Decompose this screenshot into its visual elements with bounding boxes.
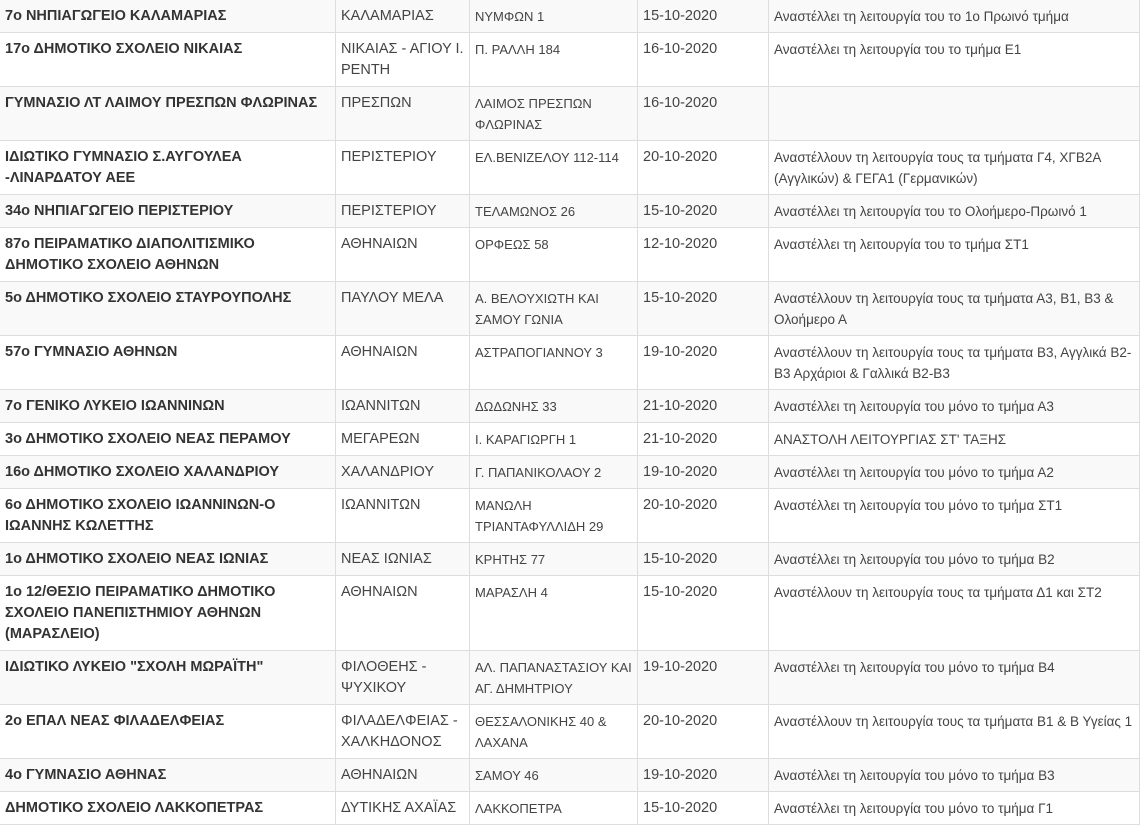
suspension-note-cell: Αναστέλλουν τη λειτουργία τους τα τμήματα Γ4, ΧΓΒ2Α (Αγγλικών) & ΓΕΓΑ1 (Γερμανικών)	[769, 141, 1140, 195]
table-row	[0, 336, 1140, 390]
address-cell: Α. ΒΕΛΟΥΧΙΩΤΗ ΚΑΙ ΣΑΜΟΥ ΓΩΝΙΑ	[470, 282, 638, 336]
address-cell: ΟΡΦΕΩΣ 58	[470, 228, 638, 282]
suspension-note-cell: Αναστέλλουν τη λειτουργία τους τα τμήματα Β1 & Β Υγείας 1	[769, 705, 1140, 759]
table-row	[0, 141, 1140, 195]
municipality-cell: ΙΩΑΝΝΙΤΩΝ	[336, 390, 470, 423]
suspension-note-cell: Αναστέλλει τη λειτουργία του μόνο το τμήμα Α2	[769, 456, 1140, 489]
school-name-cell: 3ο ΔΗΜΟΤΙΚΟ ΣΧΟΛΕΙΟ ΝΕΑΣ ΠΕΡΑΜΟΥ	[0, 423, 336, 456]
school-name-cell: 16ο ΔΗΜΟΤΙΚΟ ΣΧΟΛΕΙΟ ΧΑΛΑΝΔΡΙΟΥ	[0, 456, 336, 489]
municipality-cell: ΠΑΥΛΟΥ ΜΕΛΑ	[336, 282, 470, 336]
school-name-cell: ΙΔΙΩΤΙΚΟ ΛΥΚΕΙΟ "ΣΧΟΛΗ ΜΩΡΑΪΤΗ"	[0, 651, 336, 705]
date-cell: 15-10-2020	[638, 576, 769, 651]
date-cell: 15-10-2020	[638, 0, 769, 33]
date-cell: 15-10-2020	[638, 543, 769, 576]
date-cell: 19-10-2020	[638, 456, 769, 489]
date-cell: 12-10-2020	[638, 228, 769, 282]
suspension-note-cell: Αναστέλλει τη λειτουργία του μόνο το τμήμα Α3	[769, 390, 1140, 423]
table-row	[0, 390, 1140, 423]
municipality-cell: ΑΘΗΝΑΙΩΝ	[336, 336, 470, 390]
municipality-cell: ΦΙΛΑΔΕΛΦΕΙΑΣ - ΧΑΛΚΗΔΟΝΟΣ	[336, 705, 470, 759]
school-name-cell: 4ο ΓΥΜΝΑΣΙΟ ΑΘΗΝΑΣ	[0, 759, 336, 792]
address-cell: Π. ΡΑΛΛΗ 184	[470, 33, 638, 87]
suspension-note-cell: Αναστέλλει τη λειτουργία του το 1ο Πρωινό τμήμα	[769, 0, 1140, 33]
date-cell: 21-10-2020	[638, 390, 769, 423]
school-name-cell: ΓΥΜΝΑΣΙΟ ΛΤ ΛΑΙΜΟΥ ΠΡΕΣΠΩΝ ΦΛΩΡΙΝΑΣ	[0, 87, 336, 141]
date-cell: 19-10-2020	[638, 336, 769, 390]
address-cell: ΝΥΜΦΩΝ 1	[470, 0, 638, 33]
table-row	[0, 195, 1140, 228]
address-cell: ΚΡΗΤΗΣ 77	[470, 543, 638, 576]
table-row	[0, 543, 1140, 576]
suspension-note-cell: Αναστέλλει τη λειτουργία του το τμήμα ΣΤ1	[769, 228, 1140, 282]
suspension-note-cell: Αναστέλλουν τη λειτουργία τους τα τμήματα Δ1 και ΣΤ2	[769, 576, 1140, 651]
date-cell: 20-10-2020	[638, 141, 769, 195]
address-cell: ΕΛ.ΒΕΝΙΖΕΛΟΥ 112-114	[470, 141, 638, 195]
suspension-note-cell: Αναστέλλει τη λειτουργία του μόνο το τμήμα Β4	[769, 651, 1140, 705]
table-row	[0, 759, 1140, 792]
address-cell: Ι. ΚΑΡΑΓΙΩΡΓΗ 1	[470, 423, 638, 456]
suspension-note-cell: Αναστέλλει τη λειτουργία του μόνο το τμήμα Β2	[769, 543, 1140, 576]
school-name-cell: 2ο ΕΠΑΛ ΝΕΑΣ ΦΙΛΑΔΕΛΦΕΙΑΣ	[0, 705, 336, 759]
table-row	[0, 0, 1140, 33]
municipality-cell: ΚΑΛΑΜΑΡΙΑΣ	[336, 0, 470, 33]
municipality-cell: ΜΕΓΑΡΕΩΝ	[336, 423, 470, 456]
address-cell: Γ. ΠΑΠΑΝΙΚΟΛΑΟΥ 2	[470, 456, 638, 489]
suspension-note-cell: Αναστέλλει τη λειτουργία του το τμήμα Ε1	[769, 33, 1140, 87]
table-row	[0, 87, 1140, 141]
address-cell: ΤΕΛΑΜΩΝΟΣ 26	[470, 195, 638, 228]
suspension-note-cell: Αναστέλλει τη λειτουργία του μόνο το τμήμα Β3	[769, 759, 1140, 792]
date-cell: 15-10-2020	[638, 792, 769, 825]
address-cell: ΘΕΣΣΑΛΟΝΙΚΗΣ 40 & ΛΑΧΑΝΑ	[470, 705, 638, 759]
municipality-cell: ΔΥΤΙΚΗΣ ΑΧΑΪΑΣ	[336, 792, 470, 825]
address-cell: ΜΑΝΩΛΗ ΤΡΙΑΝΤΑΦΥΛΛΙΔΗ 29	[470, 489, 638, 543]
suspension-note-cell: Αναστέλλει τη λειτουργία του μόνο το τμήμα Γ1	[769, 792, 1140, 825]
date-cell: 16-10-2020	[638, 33, 769, 87]
table-row	[0, 489, 1140, 543]
date-cell: 20-10-2020	[638, 489, 769, 543]
municipality-cell: ΑΘΗΝΑΙΩΝ	[336, 759, 470, 792]
municipality-cell: ΠΕΡΙΣΤΕΡΙΟΥ	[336, 195, 470, 228]
school-name-cell: 5ο ΔΗΜΟΤΙΚΟ ΣΧΟΛΕΙΟ ΣΤΑΥΡΟΥΠΟΛΗΣ	[0, 282, 336, 336]
suspension-note-cell: Αναστέλλουν τη λειτουργία τους τα τμήματα Β3, Αγγλικά Β2-Β3 Αρχάριοι & Γαλλικά Β2-Β3	[769, 336, 1140, 390]
municipality-cell: ΠΕΡΙΣΤΕΡΙΟΥ	[336, 141, 470, 195]
school-name-cell: ΔΗΜΟΤΙΚΟ ΣΧΟΛΕΙΟ ΛΑΚΚΟΠΕΤΡΑΣ	[0, 792, 336, 825]
municipality-cell: ΝΙΚΑΙΑΣ - ΑΓΙΟΥ Ι. ΡΕΝΤΗ	[336, 33, 470, 87]
school-name-cell: ΙΔΙΩΤΙΚΟ ΓΥΜΝΑΣΙΟ Σ.ΑΥΓΟΥΛΕΑ -ΛΙΝΑΡΔΑΤΟΥ ΑΕΕ	[0, 141, 336, 195]
address-cell: ΛΑΚΚΟΠΕΤΡΑ	[470, 792, 638, 825]
table-row	[0, 282, 1140, 336]
school-name-cell: 1ο 12/ΘΕΣΙΟ ΠΕΙΡΑΜΑΤΙΚΟ ΔΗΜΟΤΙΚΟ ΣΧΟΛΕΙΟ ΠΑΝΕΠΙΣΤΗΜΙΟΥ ΑΘΗΝΩΝ (ΜΑΡΑΣΛΕΙΟ)	[0, 576, 336, 651]
table-row	[0, 705, 1140, 759]
date-cell: 15-10-2020	[638, 195, 769, 228]
school-name-cell: 57ο ΓΥΜΝΑΣΙΟ ΑΘΗΝΩΝ	[0, 336, 336, 390]
suspension-note-cell: ΑΝΑΣΤΟΛΗ ΛΕΙΤΟΥΡΓΙΑΣ ΣΤ' ΤΑΞΗΣ	[769, 423, 1140, 456]
school-name-cell: 7ο ΓΕΝΙΚΟ ΛΥΚΕΙΟ ΙΩΑΝΝΙΝΩΝ	[0, 390, 336, 423]
date-cell: 20-10-2020	[638, 705, 769, 759]
table-row	[0, 33, 1140, 87]
municipality-cell: ΝΕΑΣ ΙΩΝΙΑΣ	[336, 543, 470, 576]
date-cell: 16-10-2020	[638, 87, 769, 141]
municipality-cell: ΙΩΑΝΝΙΤΩΝ	[336, 489, 470, 543]
table-row	[0, 456, 1140, 489]
school-name-cell: 6ο ΔΗΜΟΤΙΚΟ ΣΧΟΛΕΙΟ ΙΩΑΝΝΙΝΩΝ-Ο ΙΩΑΝΝΗΣ ΚΩΛΕΤΤΗΣ	[0, 489, 336, 543]
suspension-note-cell: Αναστέλλει τη λειτουργία του μόνο το τμήμα ΣΤ1	[769, 489, 1140, 543]
school-name-cell: 1ο ΔΗΜΟΤΙΚΟ ΣΧΟΛΕΙΟ ΝΕΑΣ ΙΩΝΙΑΣ	[0, 543, 336, 576]
address-cell: ΔΩΔΩΝΗΣ 33	[470, 390, 638, 423]
address-cell: ΑΛ. ΠΑΠΑΝΑΣΤΑΣΙΟΥ ΚΑΙ ΑΓ. ΔΗΜΗΤΡΙΟΥ	[470, 651, 638, 705]
address-cell: ΑΣΤΡΑΠΟΓΙΑΝΝΟΥ 3	[470, 336, 638, 390]
suspension-note-cell: Αναστέλλει τη λειτουργία του το Ολοήμερο-Πρωινό 1	[769, 195, 1140, 228]
municipality-cell: ΦΙΛΟΘΕΗΣ - ΨΥΧΙΚΟΥ	[336, 651, 470, 705]
address-cell: ΜΑΡΑΣΛΗ 4	[470, 576, 638, 651]
date-cell: 21-10-2020	[638, 423, 769, 456]
date-cell: 15-10-2020	[638, 282, 769, 336]
table-row	[0, 228, 1140, 282]
municipality-cell: ΧΑΛΑΝΔΡΙΟΥ	[336, 456, 470, 489]
address-cell: ΣΑΜΟΥ 46	[470, 759, 638, 792]
table-row	[0, 792, 1140, 825]
table-row	[0, 423, 1140, 456]
municipality-cell: ΑΘΗΝΑΙΩΝ	[336, 576, 470, 651]
school-name-cell: 17ο ΔΗΜΟΤΙΚΟ ΣΧΟΛΕΙΟ ΝΙΚΑΙΑΣ	[0, 33, 336, 87]
table-row	[0, 576, 1140, 651]
date-cell: 19-10-2020	[638, 759, 769, 792]
suspension-note-cell	[769, 87, 1140, 141]
suspension-note-cell: Αναστέλλουν τη λειτουργία τους τα τμήματα Α3, Β1, Β3 & Ολοήμερο Α	[769, 282, 1140, 336]
table-row	[0, 651, 1140, 705]
municipality-cell: ΑΘΗΝΑΙΩΝ	[336, 228, 470, 282]
school-name-cell: 34ο ΝΗΠΙΑΓΩΓΕΙΟ ΠΕΡΙΣΤΕΡΙΟΥ	[0, 195, 336, 228]
address-cell: ΛΑΙΜΟΣ ΠΡΕΣΠΩΝ ΦΛΩΡΙΝΑΣ	[470, 87, 638, 141]
date-cell: 19-10-2020	[638, 651, 769, 705]
municipality-cell: ΠΡΕΣΠΩΝ	[336, 87, 470, 141]
school-name-cell: 7ο ΝΗΠΙΑΓΩΓΕΙΟ ΚΑΛΑΜΑΡΙΑΣ	[0, 0, 336, 33]
school-name-cell: 87ο ΠΕΙΡΑΜΑΤΙΚΟ ΔΙΑΠΟΛΙΤΙΣΜΙΚΟ ΔΗΜΟΤΙΚΟ ΣΧΟΛΕΙΟ ΑΘΗΝΩΝ	[0, 228, 336, 282]
